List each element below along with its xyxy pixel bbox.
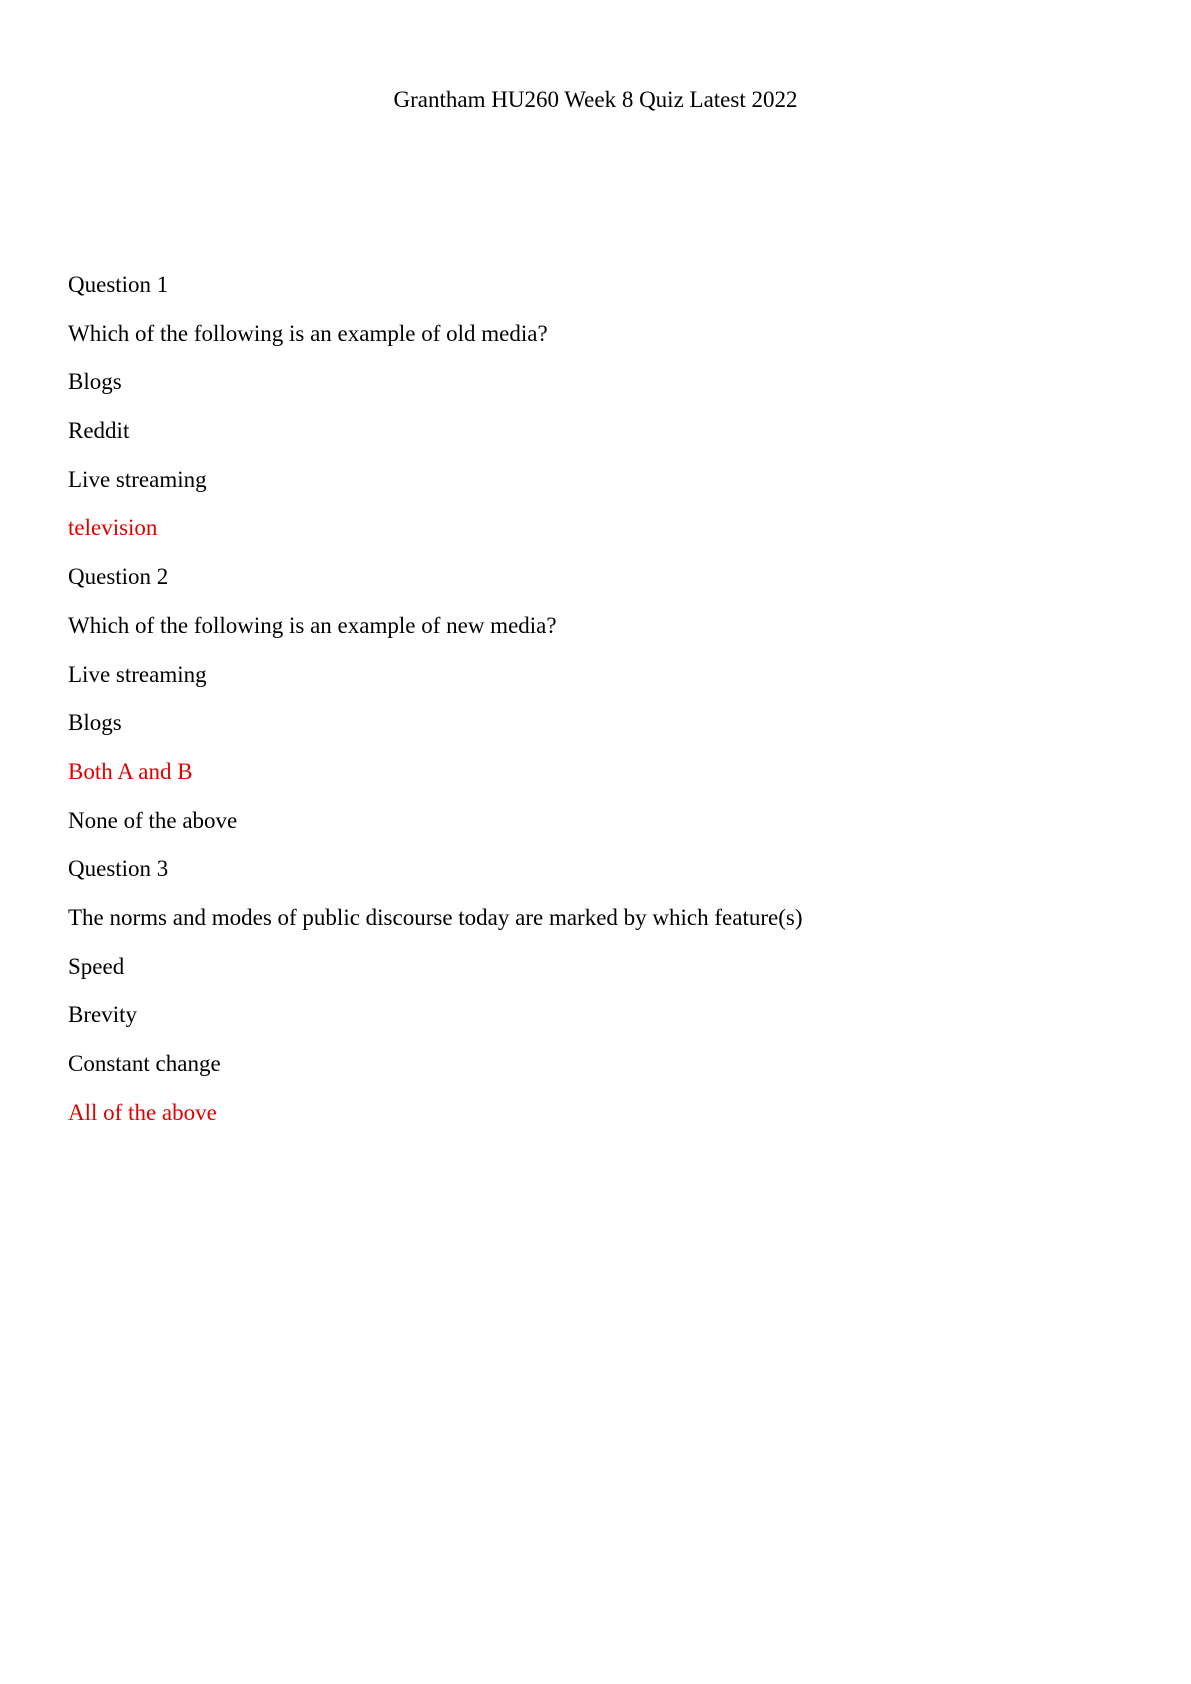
question-prompt: The norms and modes of public discourse today are marked by which feature(s) <box>68 904 803 930</box>
question-block <box>68 855 1128 1147</box>
question-label: Question 2 <box>68 564 169 590</box>
question-prompt: Which of the following is an example of old media? <box>68 320 548 346</box>
answer-option: Live streaming <box>68 466 207 492</box>
answer-option: None of the above <box>68 807 238 833</box>
answer-option: Speed <box>68 953 125 979</box>
answer-option: Live streaming <box>68 661 207 687</box>
document-title: Grantham HU260 Week 8 Quiz Latest 2022 <box>393 87 798 112</box>
question-block <box>68 271 1128 563</box>
correct-answer-option: television <box>68 515 158 541</box>
answer-option: Constant change <box>68 1051 221 1076</box>
answer-option: Blogs <box>68 710 122 736</box>
correct-answer-option: Both A and B <box>68 758 193 784</box>
question-label: Question 1 <box>68 272 169 297</box>
answer-option: Brevity <box>68 1002 137 1028</box>
question-prompt: Which of the following is an example of new media? <box>68 612 557 638</box>
quiz-content <box>68 271 1128 1147</box>
question-block <box>68 563 1128 855</box>
answer-option: Reddit <box>68 418 130 444</box>
question-label: Question 3 <box>68 856 169 882</box>
answer-option: Blogs <box>68 369 122 395</box>
correct-answer-option: All of the above <box>68 1099 217 1125</box>
